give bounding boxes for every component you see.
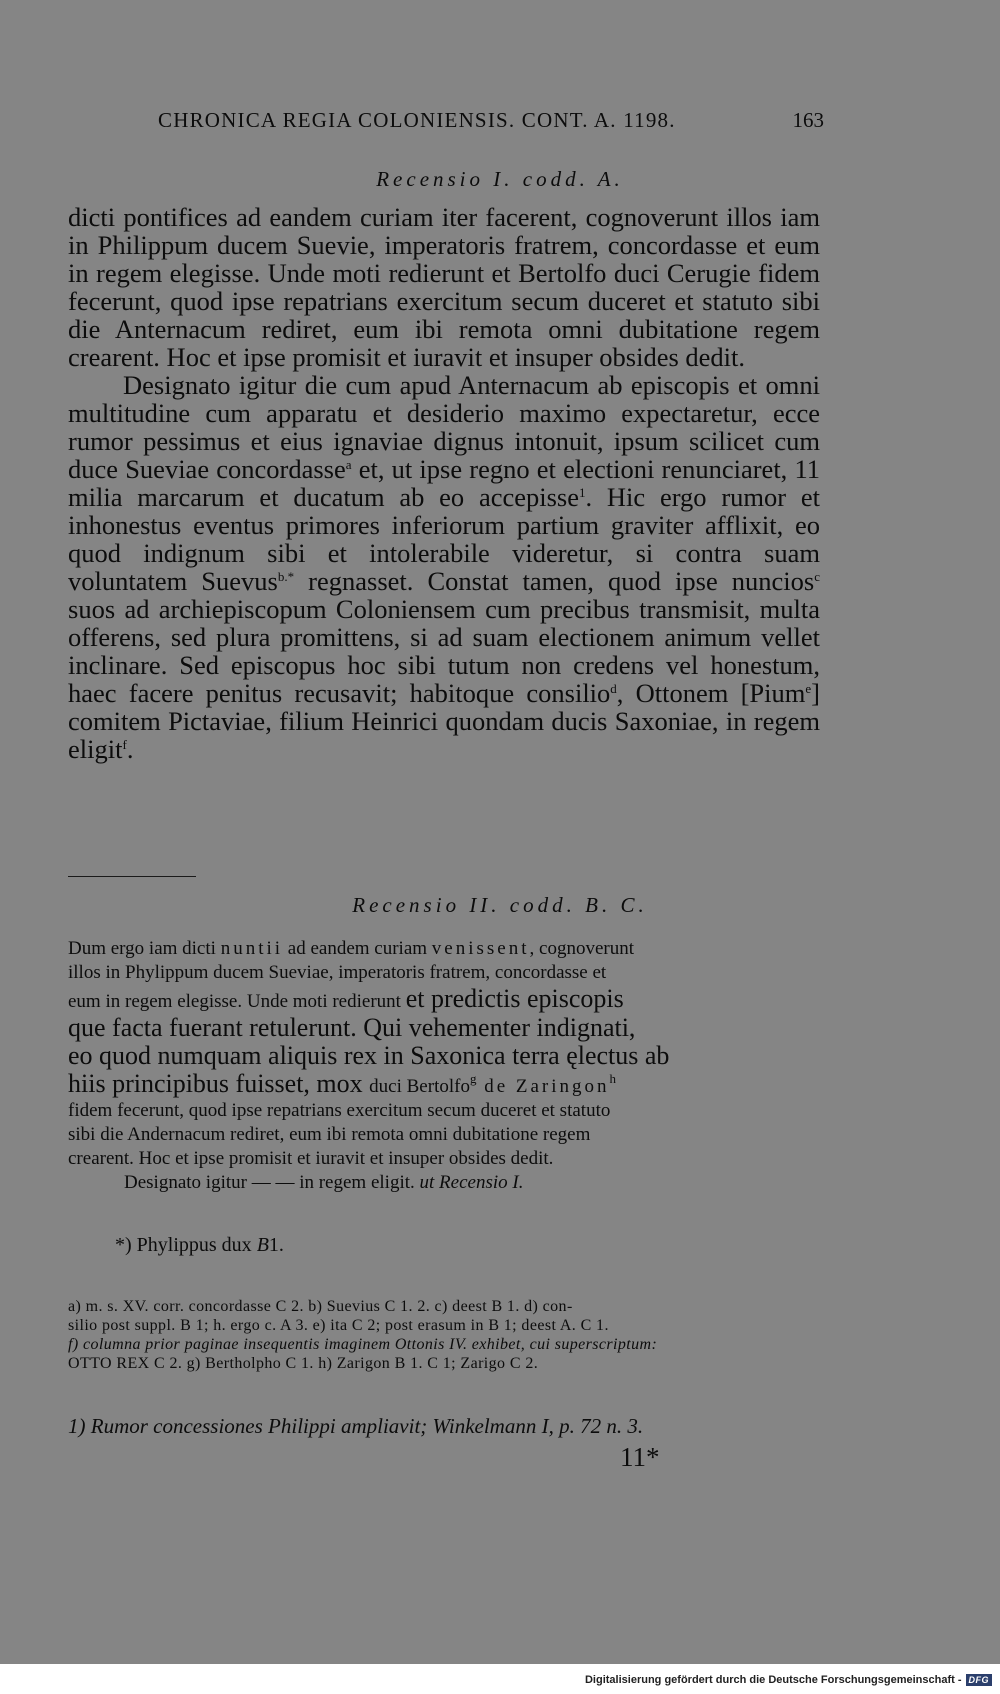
text-line: fidem fecerunt, quod ipse repatrians exercitum secum duceret et statuto — [68, 1100, 611, 1121]
text-line: eum in regem elegisse. Unde moti redierunt et predictis episcopis — [68, 984, 624, 1013]
footnote-ref-1: 1 — [579, 485, 586, 500]
footnote-ref-c: c — [814, 569, 820, 584]
footnote-ref-d: d — [610, 681, 617, 696]
variant-notes-row: a) m. s. XV. corr. concordasse C 2. b) Suevius C 1. 2. c) deest B 1. d) con- — [68, 1298, 573, 1315]
footnote-ref-g: g — [469, 1071, 477, 1086]
text-line: illos in Phylippum ducem Sueviae, imperatoris fratrem, concordasse et — [68, 962, 607, 983]
recensio-1-title: Recensio I. codd. A. — [376, 167, 624, 191]
footnote-1: 1) Rumor concessiones Philippi ampliavit; Winkelmann I, p. 72 n. 3. — [68, 1414, 644, 1438]
recensio-1-text — [68, 203, 820, 763]
variant-notes-row: OTTO REX C 2. g) Bertholpho C 1. h) Zarigon B 1. C 1; Zarigo C 2. — [68, 1355, 539, 1372]
signature-mark: 11* — [620, 1442, 660, 1472]
text-line: sibi die Andernacum rediret, eum ibi remota omni dubitatione regem — [68, 1124, 591, 1145]
recensio-2-title: Recensio II. codd. B. C. — [352, 893, 648, 917]
variant-notes — [68, 1297, 820, 1373]
running-title: CHRONICA REGIA COLONIENSIS. CONT. A. 1198. — [158, 108, 676, 132]
paragraph-2: Designato igitur die cum apud Anternacum ab episcopis et omni multitudine cum apparatu et desiderio maximo expectaretur, ecce rumor pessimus et eius ignaviae dignus intonuit, ipsum scilicet cum duce Sueviae concordasse$^a$ et, ut ipse regno et electioni renunciaret, 11 milia marcarum et ducatum ab eo accepisse$^1$. Hic ergo rumor et inhonestus eventus primores inferiorum partium graviter afflixit, eo quod indignum sibi et intolerabile videretur, si contra suam voluntatem Suevus$^{b.*}$ regnasset. Constat tamen, quod ipse nuncios$^c$ suos ad archiepiscopum Coloniensem cum precibus transmisit, multa offerens, sed plura promittens, si ad suam electionem animum vellet inclinare. Sed episcopus hoc sibi tutum non credens vel honestum, haec facere penitus recusavit; habitoque consilio$^d$, Ottonem [Pium$^e$] comitem Pictaviae, filium Heinrici quondam ducis Saxoniae, in regem eligit$^f$. — [68, 370, 820, 764]
running-header — [158, 108, 824, 133]
footnote-ref-f: f — [122, 737, 127, 752]
footnote-star: *) Phylippus dux B1. — [115, 1234, 284, 1256]
footnote-ref-b: b.* — [277, 569, 295, 584]
footnote-ref-a: a — [345, 457, 352, 472]
dfg-logo: DFG — [966, 1674, 993, 1686]
section-divider — [68, 876, 196, 877]
text-line: hiis principibus fuisset, mox duci Bertolfo$^g$ de Zaringon$^h$ — [68, 1069, 617, 1098]
footnote-ref-e: e — [805, 681, 812, 696]
text-line: eo quod numquam aliquis rex in Saxonica terra ęlectus ab — [68, 1041, 670, 1070]
footnote-ref-h: h — [609, 1071, 617, 1086]
paragraph-1: dicti pontifices ad eandem curiam iter facerent, cognoverunt illos iam in Philippum ducem Suevie, imperatoris fratrem, concordasse et eum in regem elegisse. Unde moti redierunt et Bertolfo duci Cerugie fidem fecerunt, quod ipse repatrians exercitum secum duceret et statuto sibi die Anternacum rediret, eum ibi remota omni dubitatione regem crearent. Hoc et ipse promisit et iuravit et insuper obsides dedit. — [68, 202, 820, 372]
text-line: crearent. Hoc et ipse promisit et iuravit et insuper obsides dedit. — [68, 1148, 554, 1169]
digitization-credit — [585, 1674, 992, 1686]
page-number: 163 — [792, 108, 824, 132]
text-line: que facta fuerant retulerunt. Qui vehementer indignati, — [68, 1013, 636, 1042]
credit-text: Digitalisierung gefördert durch die Deutsche Forschungsgemeinschaft - — [584, 1674, 962, 1686]
recensio-2-text — [68, 937, 820, 1195]
variant-notes-row: silio post suppl. B 1; h. ergo c. A 3. e) ita C 2; post erasum in B 1; deest A. C 1. — [68, 1317, 609, 1334]
variant-notes-row: f) columna prior paginae insequentis imaginem Ottonis IV. exhibet, cui superscriptum: — [68, 1336, 658, 1353]
text-line: Designato igitur — — in regem eligit. ut Recensio I. — [124, 1172, 524, 1193]
text-line: Dum ergo iam dicti nuntii ad eandem curiam venissent, cognoverunt — [68, 938, 634, 959]
